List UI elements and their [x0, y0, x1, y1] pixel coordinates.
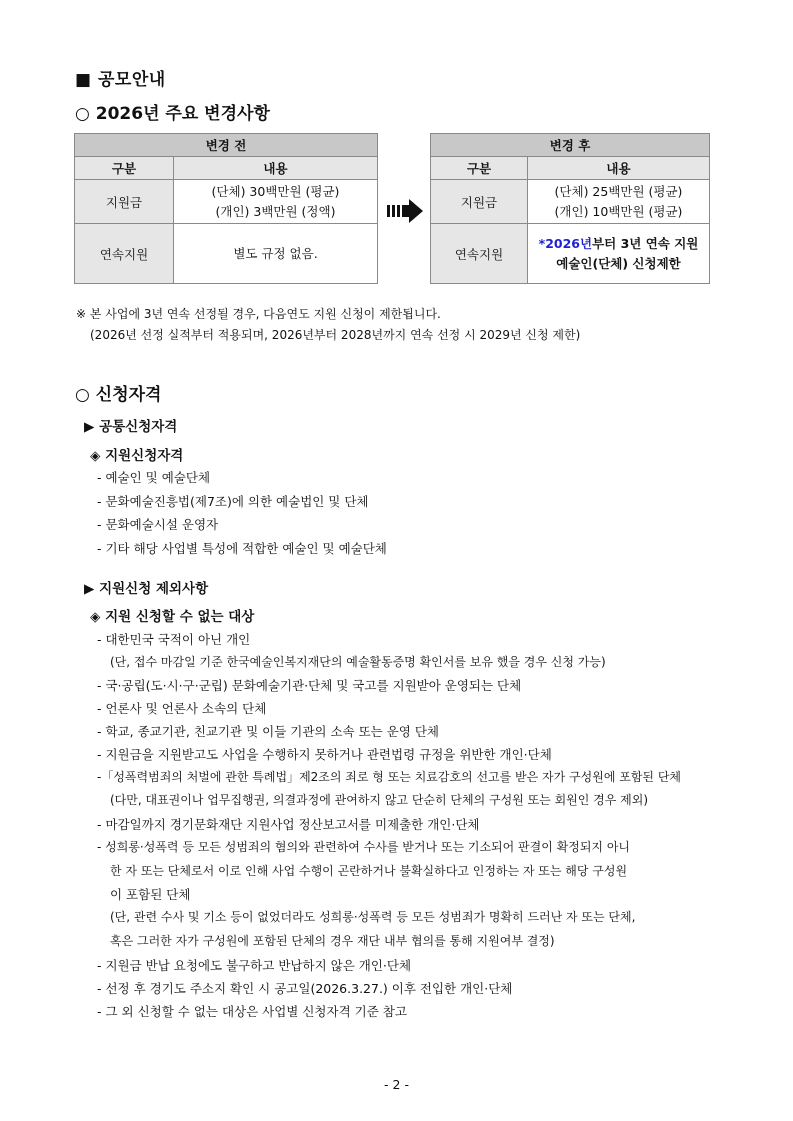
- circle-bullet-icon: ○: [75, 385, 90, 405]
- page-number: - 2 -: [384, 1077, 409, 1092]
- common-item: - 기타 해당 사업별 특성에 적합한 예술인 및 예술단체: [97, 541, 387, 556]
- after-consecutive-line-2: 예술인(단체) 신청제한: [556, 255, 681, 271]
- after-col-header-content: 내용: [528, 157, 710, 180]
- exclusion-item: 이 포함된 단체: [110, 887, 191, 902]
- after-row-content-consecutive: [528, 224, 710, 284]
- exclusion-item: - 마감일까지 경기문화재단 지원사업 정산보고서를 미제출한 개인·단체: [97, 817, 480, 832]
- eligibility-title: 신청자격: [95, 385, 162, 405]
- exclusion-item: (다만, 대표권이나 업무집행권, 의결과정에 관여하지 않고 단순히 단체의 구성원 또는 회원인 경우 제외): [110, 793, 649, 807]
- exclusion-item: - 선정 후 경기도 주소지 확인 시 공고일(2026.3.27.) 이후 전입한 개인·단체: [97, 981, 513, 996]
- after-consecutive-line-1: [528, 234, 709, 254]
- before-grant-line-2: (개인) 3백만원 (정액): [215, 203, 336, 219]
- triangle-bullet-icon: ▶: [84, 419, 95, 435]
- before-col-header-content: 내용: [174, 157, 378, 180]
- before-row-content-consecutive: 별도 규정 없음.: [174, 224, 378, 284]
- changes-heading: [75, 99, 270, 124]
- before-table: [74, 133, 378, 284]
- exclusion-item: - 지원금 반납 요청에도 불구하고 반납하지 않은 개인·단체: [97, 958, 412, 973]
- exclusion-item: - 성희롱·성폭력 등 모든 성범죄의 혐의와 관련하여 수사를 받거나 또는 기소되어 판결이 확정되지 아니: [97, 840, 631, 854]
- exclusion-item: (단, 관련 수사 및 기소 등이 없었더라도 성희롱·성폭력 등 모든 성범죄가 명확히 드러난 자 또는 단체,: [110, 910, 636, 924]
- exclusion-item: - 지원금을 지원받고도 사업을 수행하지 못하거나 관련법령 규정을 위반한 개인·단체: [97, 747, 552, 762]
- after-row-label-consecutive: 연속지원: [431, 224, 528, 284]
- common-item: - 예술인 및 예술단체: [97, 470, 211, 485]
- triangle-bullet-icon: ▶: [84, 581, 95, 597]
- exclusion-item: - 대한민국 국적이 아닌 개인: [97, 632, 251, 647]
- before-row-label-consecutive: 연속지원: [75, 224, 174, 284]
- common-sub-title: 지원신청자격: [105, 448, 184, 464]
- note-line-2: (2026년 선정 실적부터 적용되며, 2026년부터 2028년까지 연속 선정 시 2029년 신청 제한): [90, 328, 581, 342]
- eligibility-heading: [75, 380, 161, 405]
- section-heading: [75, 65, 166, 90]
- exclusions-title: 지원신청 제외사항: [99, 581, 209, 597]
- common-title: 공통신청자격: [99, 419, 178, 435]
- right-arrow-icon: [387, 199, 423, 223]
- diamond-bullet-icon: ◈: [90, 448, 101, 464]
- after-grant-line-2: (개인) 10백만원 (평균): [554, 203, 683, 219]
- common-subheading: [90, 444, 183, 464]
- exclusions-heading: [84, 577, 208, 597]
- before-col-header-category: 구분: [75, 157, 174, 180]
- after-grant-line-1: (단체) 25백만원 (평균): [554, 183, 683, 199]
- after-row-label-grant: 지원금: [431, 180, 528, 224]
- exclusion-item: - 학교, 종교기관, 친교기관 및 이들 기관의 소속 또는 운영 단체: [97, 724, 439, 739]
- note-line-1: ※ 본 사업에 3년 연속 선정될 경우, 다음연도 지원 신청이 제한됩니다.: [76, 307, 441, 321]
- exclusions-sub-title: 지원 신청할 수 없는 대상: [105, 609, 255, 625]
- exclusion-item: -「성폭력범죄의 처벌에 관한 특례법」제2조의 죄로 형 또는 치료감호의 선고를 받은 자가 구성원에 포함된 단체: [97, 770, 682, 784]
- common-heading: [84, 415, 177, 435]
- section-title: 공모안내: [97, 70, 166, 90]
- highlight-year: *2026년: [538, 235, 593, 251]
- exclusions-subheading: [90, 605, 254, 625]
- exclusion-item: 한 자 또는 단체로서 이로 인해 사업 수행이 곤란하거나 불확실하다고 인정하는 자 또는 해당 구성원: [110, 864, 628, 878]
- square-bullet-icon: ■: [75, 70, 92, 90]
- exclusion-item: - 국·공립(도·시·구·군립) 문화예술기관·단체 및 국고를 지원받아 운영되는 단체: [97, 678, 522, 693]
- exclusion-item: - 언론사 및 언론사 소속의 단체: [97, 701, 267, 716]
- after-table-title: 변경 후: [431, 134, 710, 157]
- common-item: - 문화예술진흥법(제7조)에 의한 예술법인 및 단체: [97, 494, 369, 509]
- exclusion-item: (단, 접수 마감일 기준 한국예술인복지재단의 예술활동증명 확인서를 보유 했을 경우 신청 가능): [110, 655, 606, 669]
- common-item: - 문화예술시설 운영자: [97, 517, 219, 532]
- after-consecutive-line-1-rest: 부터 3년 연속 지원: [592, 235, 699, 251]
- after-row-content-grant: [528, 180, 710, 224]
- after-table: [430, 133, 710, 284]
- diamond-bullet-icon: ◈: [90, 609, 101, 625]
- before-row-label-grant: 지원금: [75, 180, 174, 224]
- before-grant-line-1: (단체) 30백만원 (평균): [211, 183, 340, 199]
- before-row-content-grant: [174, 180, 378, 224]
- before-table-title: 변경 전: [75, 134, 378, 157]
- after-col-header-category: 구분: [431, 157, 528, 180]
- exclusion-item: - 그 외 신청할 수 없는 대상은 사업별 신청자격 기준 참고: [97, 1004, 407, 1019]
- circle-bullet-icon: ○: [75, 104, 90, 124]
- exclusion-item: 혹은 그러한 자가 구성원에 포함된 단체의 경우 재단 내부 협의를 통해 지원여부 결정): [110, 934, 555, 948]
- changes-title: 2026년 주요 변경사항: [95, 104, 270, 124]
